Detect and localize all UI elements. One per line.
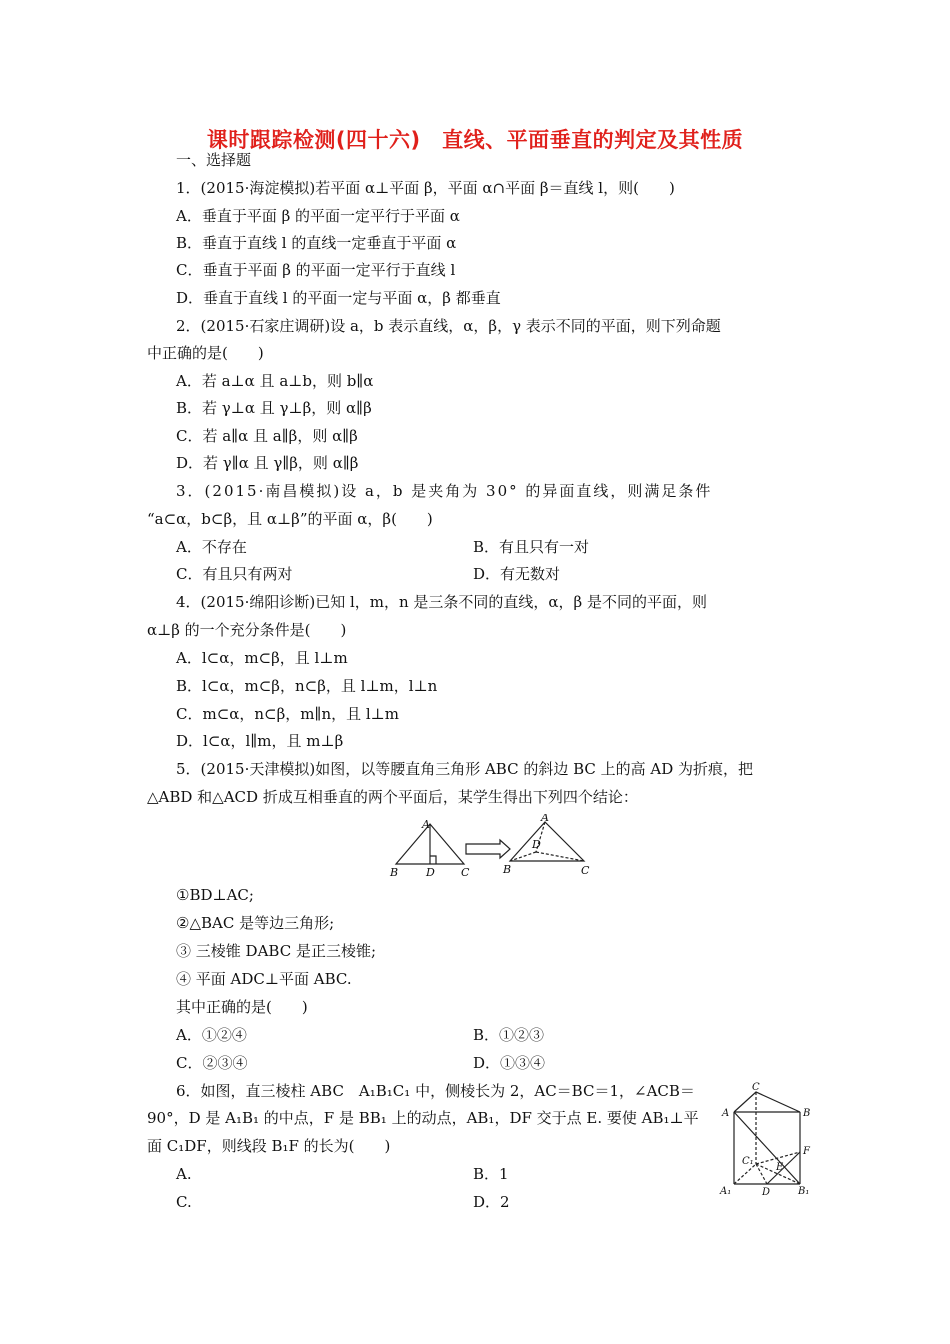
- fig6-label-c1: C₁: [742, 1156, 754, 1167]
- q3-option-d: D．有无数对: [473, 565, 561, 583]
- q5-conclusion-4: ④ 平面 ADC⊥平面 ABC.: [176, 970, 352, 988]
- q4-stem-line1: 4．(2015·绵阳诊断)已知 l，m，n 是三条不同的直线，α，β 是不同的平面，则: [176, 593, 707, 611]
- q6-stem-line2: 90°，D 是 A₁B₁ 的中点，F 是 BB₁ 上的动点，AB₁，DF 交于点 E. 要使 AB₁⊥平: [147, 1109, 699, 1127]
- q6-option-a: A.: [176, 1165, 192, 1183]
- fig5-label-c2: C: [581, 864, 590, 877]
- fig5-label-c: C: [461, 866, 470, 878]
- q5-option-d: D．①③④: [473, 1054, 546, 1072]
- fig5-label-a2: A: [541, 814, 549, 824]
- q6-stem-line1: 6．如图，直三棱柱 ABC A₁B₁C₁ 中，侧棱长为 2，AC＝BC＝1，∠ACB＝: [176, 1082, 695, 1100]
- q2-option-d: D．若 γ∥α 且 γ∥β，则 α∥β: [176, 454, 359, 472]
- q6-prism-figure: [716, 1082, 816, 1202]
- fig6-label-c: C: [752, 1082, 760, 1093]
- q5-option-b: B．①②③: [473, 1026, 545, 1044]
- q2-option-a: A．若 a⊥α 且 a⊥b，则 b∥α: [176, 372, 374, 390]
- q4-option-b: B．l⊂α，m⊂β，n⊂β，且 l⊥m，l⊥n: [176, 677, 438, 695]
- fig5-label-a: A: [422, 818, 430, 831]
- q5-ask: 其中正确的是( ): [176, 998, 308, 1016]
- q1-stem: 1．(2015·海淀模拟)若平面 α⊥平面 β，平面 α∩平面 β＝直线 l，则( ): [176, 179, 675, 197]
- q3-option-a: A．不存在: [176, 538, 247, 556]
- q2-stem-line1: 2．(2015·石家庄调研)设 a，b 表示直线，α，β，γ 表示不同的平面，则下列命题: [176, 317, 721, 335]
- fig5-label-b: B: [390, 866, 399, 878]
- q4-stem-line2: α⊥β 的一个充分条件是( ): [147, 621, 347, 639]
- fig5-label-d: D: [426, 866, 435, 878]
- fig5-label-b2: B: [503, 863, 512, 876]
- q5-stem-line1: 5．(2015·天津模拟)如图，以等腰直角三角形 ABC 的斜边 BC 上的高 AD 为折痕，把: [176, 760, 754, 778]
- q5-figure: [388, 814, 598, 878]
- q2-stem-line2: 中正确的是( ): [147, 344, 264, 362]
- q5-conclusion-3: ③ 三棱锥 DABC 是正三棱锥;: [176, 942, 376, 960]
- q6-option-b: B．1: [473, 1165, 509, 1183]
- q5-option-c: C．②③④: [176, 1054, 248, 1072]
- fig5-label-d2: D: [532, 838, 541, 851]
- q2-option-b: B．若 γ⊥α 且 γ⊥β，则 α∥β: [176, 399, 372, 417]
- q6-stem-line3: 面 C₁DF，则线段 B₁F 的长为( ): [147, 1137, 391, 1155]
- q3-option-b: B．有且只有一对: [473, 538, 590, 556]
- section-heading: 一、选择题: [176, 151, 252, 169]
- fig6-label-a1: A₁: [720, 1186, 732, 1197]
- q1-option-a: A．垂直于平面 β 的平面一定平行于平面 α: [176, 207, 460, 225]
- fig6-label-f: F: [803, 1146, 810, 1157]
- q3-stem-line2: “a⊂α，b⊂β，且 α⊥β”的平面 α，β( ): [147, 510, 433, 528]
- fig6-label-e: E: [776, 1162, 784, 1173]
- q1-option-c: C．垂直于平面 β 的平面一定平行于直线 l: [176, 261, 456, 279]
- fig6-label-d: D: [762, 1187, 771, 1198]
- q5-conclusion-1: ①BD⊥AC;: [176, 886, 254, 904]
- q1-option-d: D．垂直于直线 l 的平面一定与平面 α，β 都垂直: [176, 289, 501, 307]
- q4-option-a: A．l⊂α，m⊂β，且 l⊥m: [176, 649, 348, 667]
- page-title: 课时跟踪检测(四十六) 直线、平面垂直的判定及其性质: [206, 128, 744, 152]
- fig6-label-b: B: [803, 1108, 811, 1119]
- q2-option-c: C．若 a∥α 且 a∥β，则 α∥β: [176, 427, 358, 445]
- q4-option-c: C．m⊂α，n⊂β，m∥n，且 l⊥m: [176, 705, 400, 723]
- q1-option-b: B．垂直于直线 l 的直线一定垂直于平面 α: [176, 234, 457, 252]
- q3-stem-line1: 3．(2015·南昌模拟)设 a，b 是夹角为 30° 的异面直线，则满足条件: [176, 482, 713, 500]
- q3-option-c: C．有且只有两对: [176, 565, 293, 583]
- q4-option-d: D．l⊂α，l∥m，且 m⊥β: [176, 732, 344, 750]
- q6-option-c: C.: [176, 1193, 192, 1211]
- q5-stem-line2: △ABD 和△ACD 折成互相垂直的两个平面后，某学生得出下列四个结论：: [147, 788, 638, 806]
- fig6-label-a: A: [722, 1108, 730, 1119]
- q5-conclusion-2: ②△BAC 是等边三角形;: [176, 914, 335, 932]
- fig6-label-b1: B₁: [798, 1186, 810, 1197]
- q6-option-d: D．2: [473, 1193, 510, 1211]
- q5-option-a: A．①②④: [176, 1026, 247, 1044]
